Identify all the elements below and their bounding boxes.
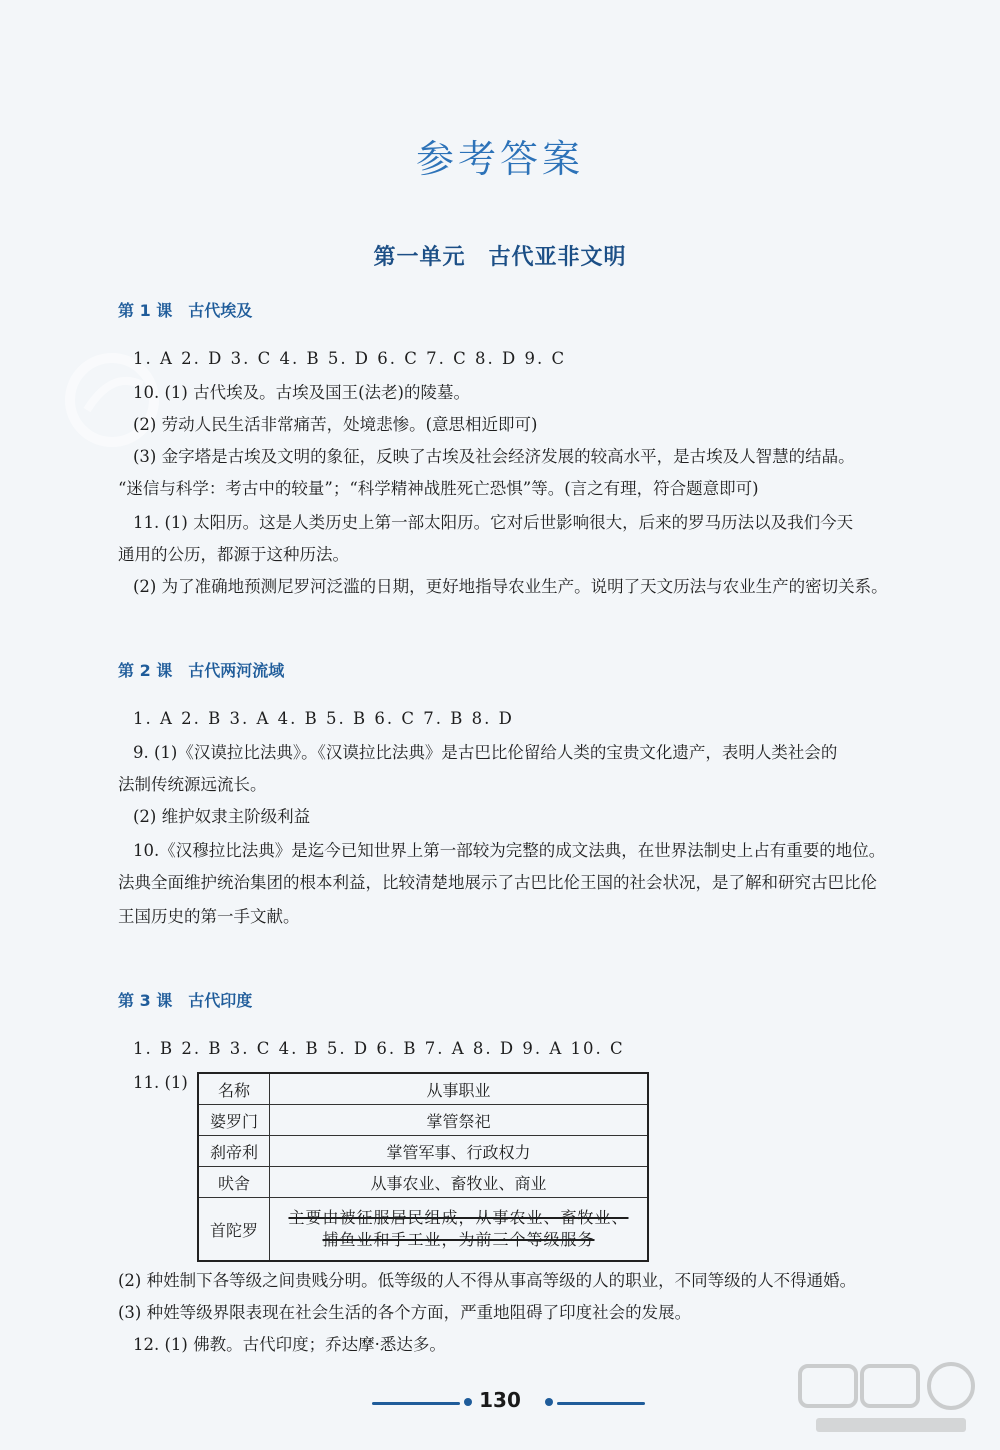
answer-line: 王国历史的第一手文献。 (118, 907, 300, 926)
answer-line: (2) 劳动人民生活非常痛苦，处境悲惨。(意思相近即可) (133, 415, 538, 434)
table-cell-multiline (270, 1198, 649, 1262)
table-cell: 刹帝利 (198, 1136, 270, 1167)
answer-line: (2) 维护奴隶主阶级利益 (133, 807, 311, 826)
table-header-cell: 从事职业 (270, 1073, 649, 1105)
answer-line: 9. (1)《汉谟拉比法典》。《汉谟拉比法典》是古巴比伦留给人类的宝贵文化遗产，表明人类社会的 (133, 743, 838, 762)
answer-line: (2) 为了准确地预测尼罗河泛滥的日期，更好地指导农业生产。说明了天文历法与农业生产的密切关系。 (133, 577, 888, 596)
answer-line: “迷信与科学：考古中的较量”；“科学精神战胜死亡恐惧”等。(言之有理，符合题意即可) (118, 479, 759, 498)
answer-line: 11. (1) 太阳历。这是人类历史上第一部太阳历。它对后世影响很大，后来的罗马历法以及我们今天 (133, 513, 854, 532)
table-header-cell: 名称 (198, 1073, 270, 1105)
answer-line: 1. B 2. B 3. C 4. B 5. D 6. B 7. A 8. D 9. A 10. C (133, 1039, 625, 1058)
answer-line: 12. (1) 佛教。古代印度；乔达摩·悉达多。 (133, 1335, 446, 1354)
table-cell-line: 捕鱼业和手工业，为前三个等级服务 (322, 1230, 595, 1249)
table-cell: 婆罗门 (198, 1105, 270, 1136)
lesson-heading: 第 2 课 古代两河流域 (118, 661, 285, 680)
table-cell: 首陀罗 (198, 1198, 270, 1262)
answer-line: 通用的公历，都源于这种历法。 (118, 545, 349, 564)
table-cell: 掌管祭祀 (270, 1105, 649, 1136)
answer-line: 1. A 2. B 3. A 4. B 5. B 6. C 7. B 8. D (133, 709, 514, 728)
table-cell: 掌管军事、行政权力 (270, 1136, 649, 1167)
answer-line: 法制传统源远流长。 (118, 775, 267, 794)
table-cell: 吠舍 (198, 1167, 270, 1198)
answer-line: (2) 种姓制下各等级之间贵贱分明。低等级的人不得从事高等级的人的职业，不同等级的人不得通婚。 (118, 1271, 857, 1290)
answer-line: (3) 金字塔是古埃及文明的象征，反映了古埃及社会经济发展的较高水平，是古埃及人智慧的结晶。 (133, 447, 855, 466)
answer-line: 10. (1) 古代埃及。古埃及国王(法老)的陵墓。 (133, 383, 470, 402)
lesson-heading: 第 1 课 古代埃及 (118, 301, 253, 320)
unit-title: 第一单元 古代亚非文明 (373, 244, 627, 270)
answer-line: 10.《汉穆拉比法典》是迄今已知世界上第一部较为完整的成文法典，在世界法制史上占有重要的地位。 (133, 841, 886, 860)
answer-line: 1. A 2. D 3. C 4. B 5. D 6. C 7. C 8. D 9. C (133, 349, 567, 368)
table-cell: 从事农业、畜牧业、商业 (270, 1167, 649, 1198)
footer-dot-right (545, 1398, 553, 1406)
table-cell-line: 主要由被征服居民组成，从事农业、畜牧业、 (288, 1208, 629, 1227)
footer-rule-right (557, 1402, 645, 1405)
answer-line: 11. (1) (133, 1073, 188, 1092)
page-number: 130 (479, 1388, 521, 1412)
answer-line: 法典全面维护统治集团的根本利益，比较清楚地展示了古巴比伦王国的社会状况，是了解和研究古巴比伦 (118, 873, 877, 892)
lesson-heading: 第 3 课 古代印度 (118, 991, 253, 1010)
caste-table (197, 1072, 649, 1262)
page-title: 参考答案 (415, 137, 584, 181)
answer-line: (3) 种姓等级界限表现在社会生活的各个方面，严重地阻碍了印度社会的发展。 (118, 1303, 692, 1322)
